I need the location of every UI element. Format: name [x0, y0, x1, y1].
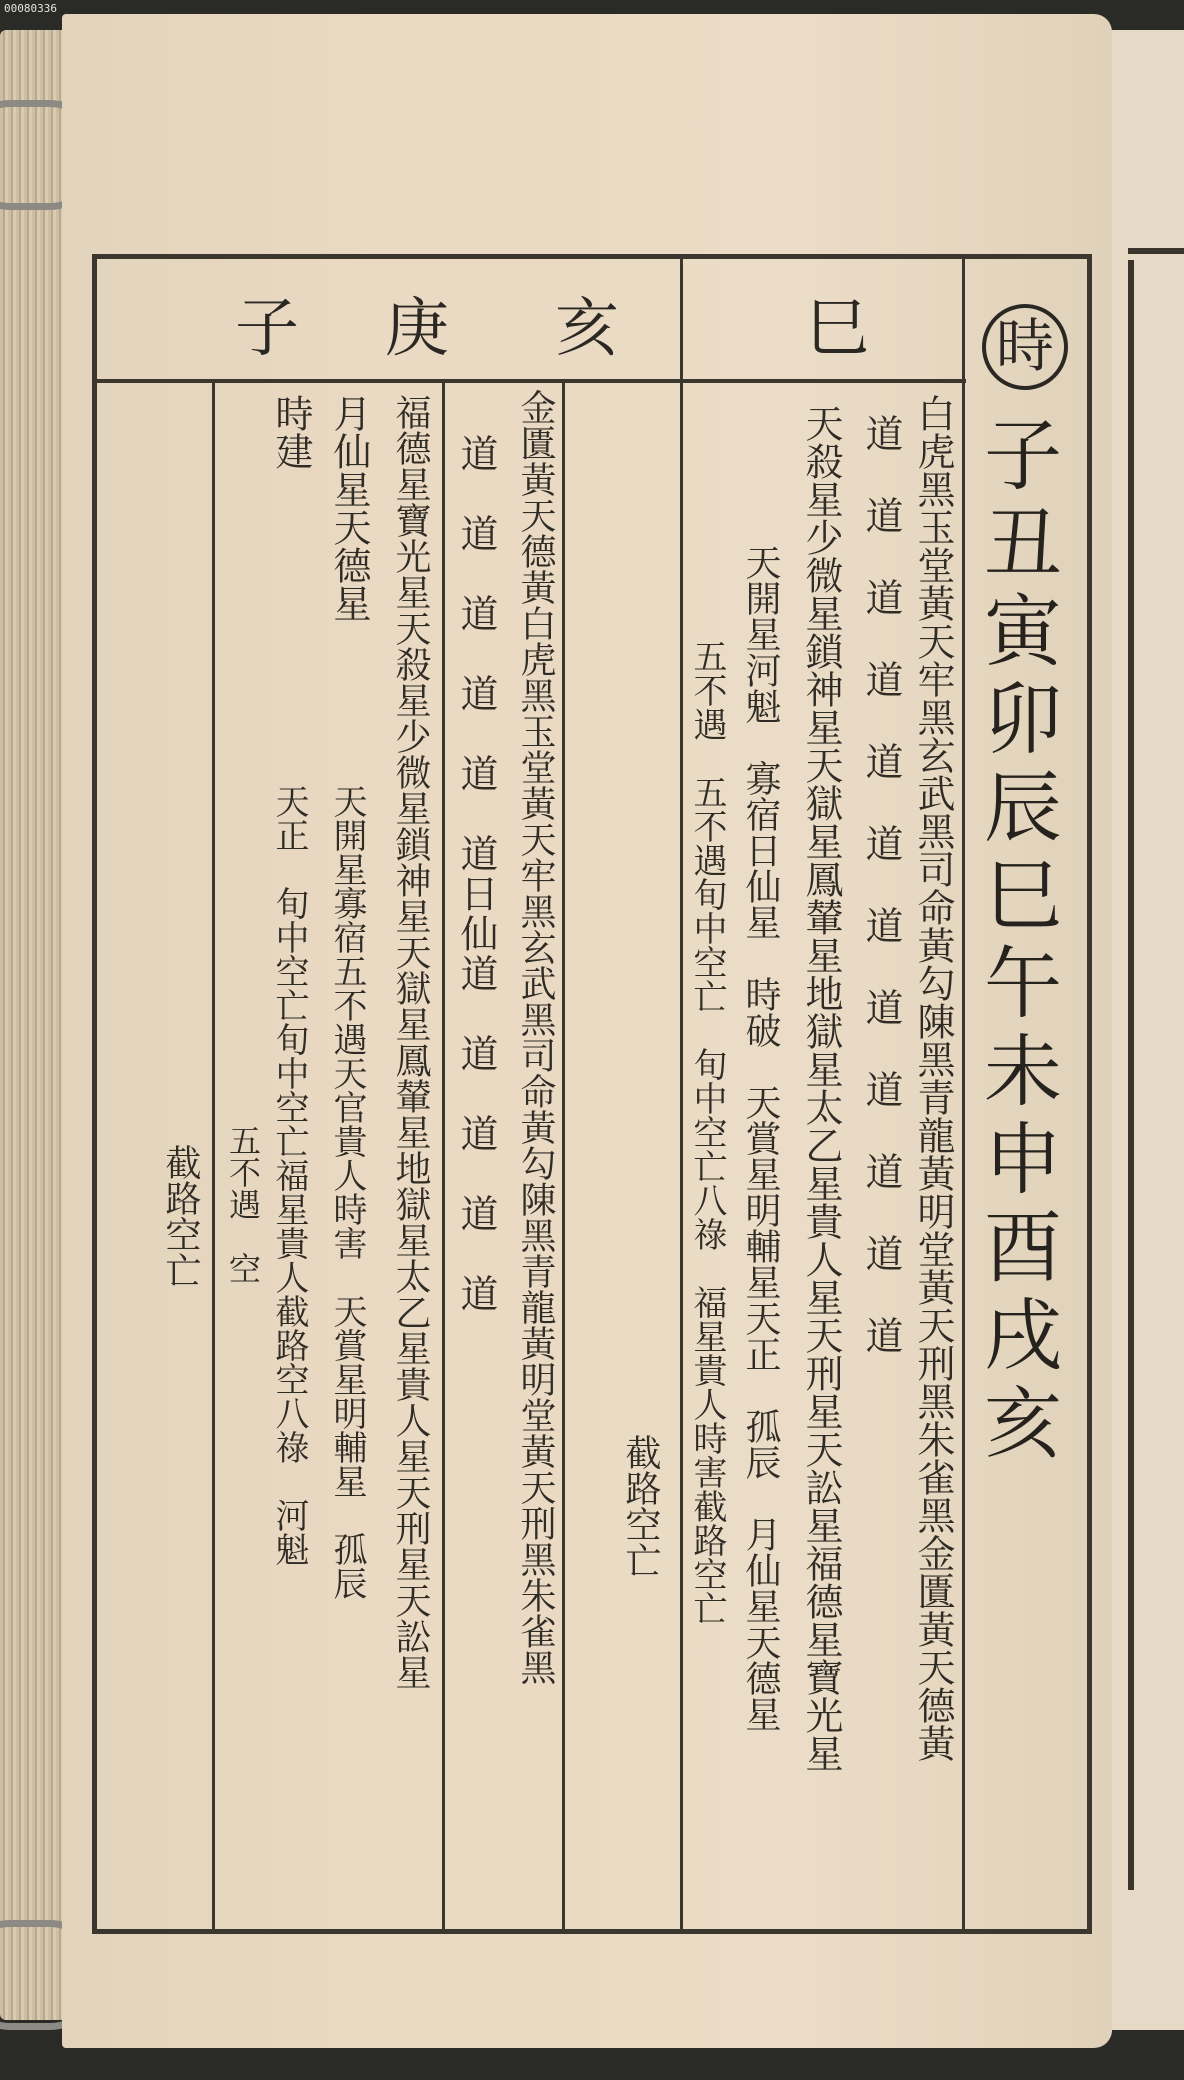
- header-divider: [96, 379, 966, 383]
- header-cell-2: 亥: [555, 292, 619, 366]
- text-column-11: 天開星寡宿五不遇天官貴人時害 天賞星明輔星 孤辰: [327, 784, 367, 1600]
- text-column-6: 截路空亡: [620, 1434, 661, 1578]
- right-page-edge: [1106, 30, 1184, 2030]
- text-column-14: 五不遇 空: [224, 1124, 262, 1284]
- text-column-8: 道 道 道 道 道 道日仙道 道 道 道 道: [454, 434, 498, 1314]
- text-column-10: 月仙星天德星: [327, 394, 371, 622]
- page-id-label: 00080336: [4, 2, 57, 15]
- text-column-3: 天殺星少微星鎖神星天獄星鳳輦星地獄星太乙星貴人星天刑星天訟星福德星寶光星: [799, 404, 843, 1772]
- circled-label: 時: [982, 304, 1068, 390]
- text-column-5: 五不遇 五不遇旬中空亡 旬中空亡八祿 福星貴人時害截路空亡: [687, 639, 727, 1625]
- text-column-15: 截路空亡: [160, 1144, 201, 1288]
- text-column-9: 福德星寶光星天殺星少微星鎖神星天獄星鳳輦星地獄星太乙星貴人星天刑星天訟星: [390, 394, 431, 1690]
- text-column-7: 金匱黃天德黃白虎黑玉堂黃天牢黑玄武黑司命黃勾陳黑青龍黃明堂黃天刑黑朱雀黑: [515, 389, 556, 1685]
- text-column-12: 時建: [269, 394, 313, 470]
- text-column-4: 天開星河魁 寡宿日仙星 時破 天賞星明輔星天正 孤辰 月仙星天德星: [740, 544, 781, 1732]
- header-cell-1: 巳: [805, 292, 869, 366]
- header-cell-3: 庚: [385, 292, 449, 366]
- text-column-1: 白虎黑玉堂黃天牢黑玄武黑司命黃勾陳黑青龍黃明堂黃天刑黑朱雀黑金匱黃天德黃: [911, 394, 955, 1762]
- branches-column: 子丑寅卯辰巳午未申酉戌亥: [971, 414, 1061, 1470]
- header-cell-4: 子: [235, 292, 299, 366]
- book-page: [62, 14, 1112, 2048]
- text-column-2: 道 道 道 道 道 道 道 道 道 道 道 道: [859, 414, 903, 1357]
- text-column-13: 天正 旬中空亡旬中空亡福星貴人截路空八祿 河魁: [269, 784, 309, 1566]
